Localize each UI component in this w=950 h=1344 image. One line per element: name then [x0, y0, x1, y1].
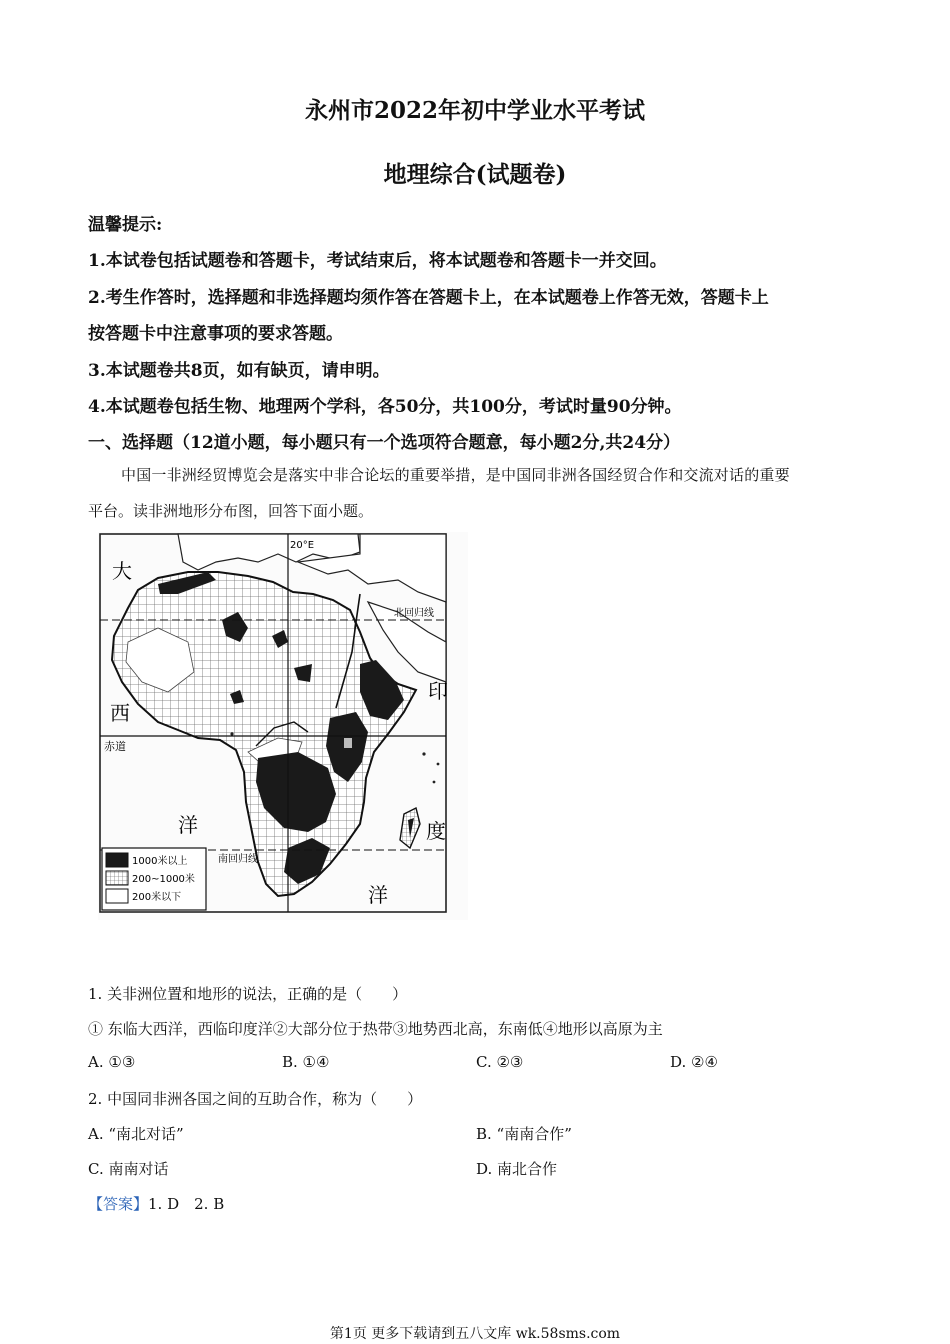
tip-item: 3.本试题卷共8页，如有缺页，请申明。 [88, 361, 390, 381]
ocean-label-du: 度 [426, 819, 446, 843]
option-b: B. ①④ [282, 1053, 330, 1071]
lake-victoria [344, 738, 352, 748]
intro-text: 中国一非洲经贸博览会是落实中非合论坛的重要举措，是中国同非洲各国经贸合作和交流对话的重要 [121, 466, 790, 484]
equator-label: 赤道 [104, 740, 126, 753]
ocean-label-yang: 洋 [178, 813, 198, 837]
tip-item: 2.考生作答时，选择题和非选择题均须作答在答题卡上，在本试题卷上作答无效，答题卡上 [88, 288, 769, 308]
page-footer: 第1页 更多下载请到五八文库 wk.58sms.com [329, 1326, 621, 1342]
question-stem: 2. 中国同非洲各国之间的互助合作，称为（ ） [88, 1090, 423, 1108]
answer-tag: 【答案】 [88, 1195, 149, 1213]
answer-text: 1. D 2. B [148, 1195, 225, 1213]
page-title: 永州市2022年初中学业水平考试 [304, 97, 645, 124]
tropic-south-label: 南回归线 [218, 854, 258, 865]
map-legend [102, 848, 206, 910]
tip-item: 按答题卡中注意事项的要求答题。 [88, 324, 343, 344]
intro-text: 平台。读非洲地形分布图，回答下面小题。 [88, 502, 374, 520]
option-c: C. 南南对话 [88, 1160, 169, 1178]
answer-line [88, 1193, 224, 1214]
legend-low: 200米以下 [132, 892, 182, 903]
option-b: B. “南南合作” [476, 1125, 572, 1143]
tip-item: 1.本试卷包括试题卷和答题卡，考试结束后，将本试题卷和答题卡一并交回。 [88, 251, 667, 271]
ocean-label-yang2: 洋 [368, 883, 388, 907]
section-heading: 一、选择题（12道小题，每小题只有一个选项符合题意，每小题2分,共24分） [88, 433, 681, 453]
ocean-label-yin: 印 [428, 679, 448, 703]
meridian-label: 20°E [290, 540, 315, 551]
option-a: A. “南北对话” [88, 1125, 184, 1143]
ocean-label-da: 大 [112, 559, 132, 583]
africa-terrain-map [98, 532, 468, 920]
tips-heading: 温馨提示: [88, 215, 163, 235]
option-d: D. ②④ [670, 1053, 718, 1071]
option-d: D. 南北合作 [476, 1160, 558, 1178]
option-c: C. ②③ [476, 1053, 524, 1071]
page-subtitle: 地理综合(试题卷) [383, 161, 567, 188]
tip-item: 4.本试题卷包括生物、地理两个学科，各50分，共100分，考试时量90分钟。 [88, 397, 682, 417]
tropic-north-label: 北回归线 [394, 608, 434, 619]
question-statements: ① 东临大西洋，西临印度洋②大部分位于热带③地势西北高，东南低④地形以高原为主 [88, 1020, 663, 1038]
legend-high: 1000米以上 [132, 856, 188, 867]
legend-mid: 200~1000米 [132, 874, 195, 885]
option-a: A. ①③ [88, 1053, 136, 1071]
ocean-label-xi: 西 [110, 701, 130, 725]
question-stem: 1. 关非洲位置和地形的说法，正确的是（ ） [88, 985, 408, 1003]
